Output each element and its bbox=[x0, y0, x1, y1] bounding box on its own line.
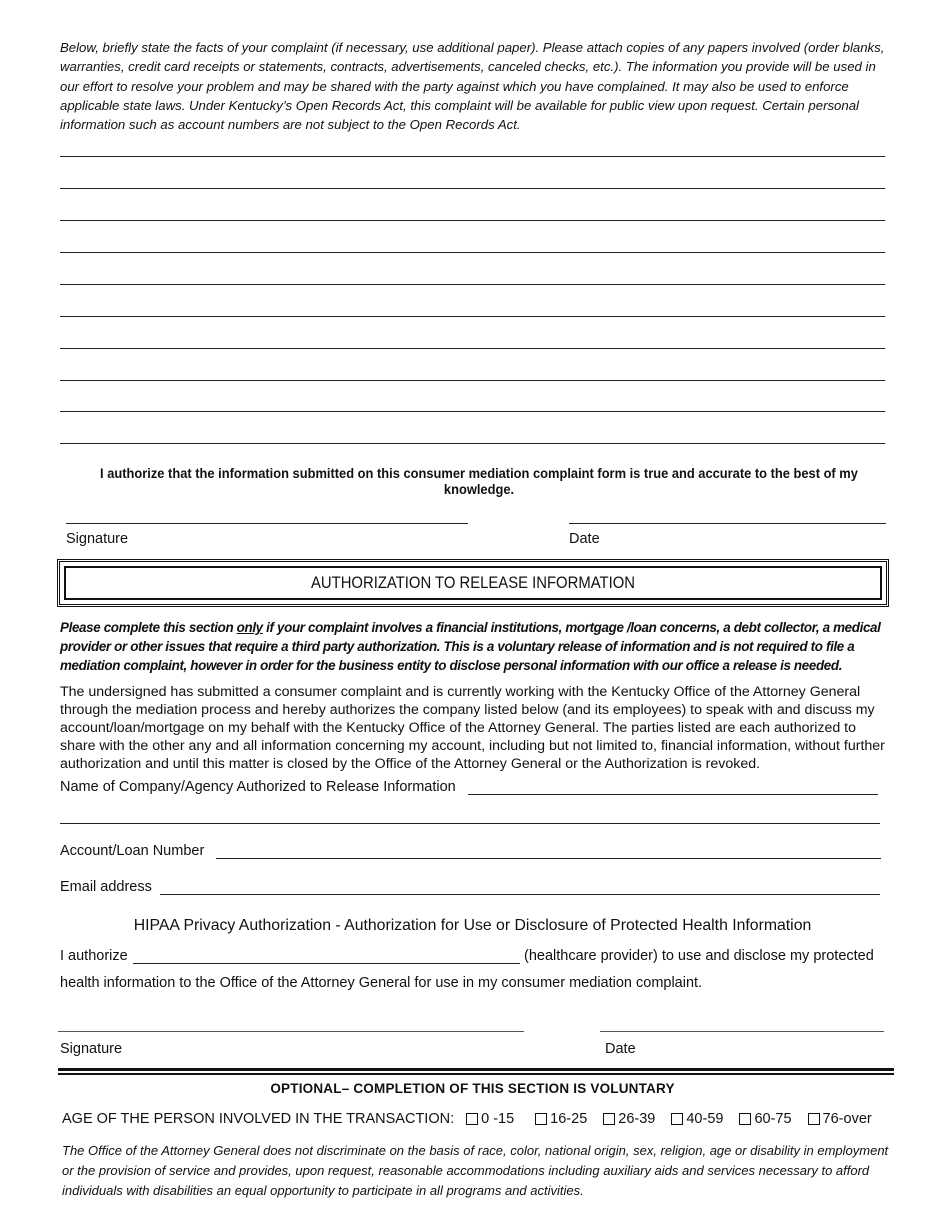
complaint-line-7[interactable] bbox=[60, 348, 885, 349]
complaint-line-6[interactable] bbox=[60, 316, 885, 317]
complaint-line-2[interactable] bbox=[60, 188, 885, 189]
complaint-line-4[interactable] bbox=[60, 252, 885, 253]
section-divider-bottom bbox=[58, 1073, 894, 1075]
emphasis-only: only bbox=[236, 620, 263, 635]
complaint-line-5[interactable] bbox=[60, 284, 885, 285]
checkbox-icon[interactable] bbox=[808, 1113, 820, 1125]
complaint-line-10[interactable] bbox=[60, 443, 885, 444]
account-number-field[interactable] bbox=[216, 858, 881, 859]
age-option-26-39[interactable]: 26-39 bbox=[603, 1111, 655, 1127]
authorization-body: The undersigned has submitted a consumer complaint and is currently working with the Kentucky Office of the Attorney General through the mediation process and hereby authorizes the company listed below (and its employees) to speak with and discuss my account/loan/mortgage on my behalf with the Kentucky Office of the Attorney General. The parties listed are each authorized to share with the other any and all information concerning my account, including but not limited to, financial information, without further authorization and until this matter is closed by the Office of the Attorney General or the Authorization is revoked. bbox=[60, 684, 885, 772]
age-option-0-15[interactable]: 0 -15 bbox=[466, 1111, 514, 1127]
authorization-instructions: Please complete this section only if your complaint involves a financial institutions, mortgage /loan concerns, a debt collector, a medical provider or other issues that require a third party authorization. This is a voluntary release of information and is not required to file a mediation complaint, however in order for the business entity to disclose personal information with our office a release is needed. bbox=[60, 620, 881, 673]
company-name-label: Name of Company/Agency Authorized to Release Information bbox=[60, 779, 456, 795]
email-field[interactable] bbox=[160, 894, 880, 895]
complaint-instructions: Below, briefly state the facts of your complaint (if necessary, use additional paper). Please attach copies of any papers involved (order blanks, warranties, credit card receipts or statements, contracts, advertisements, canceled checks, etc.). The information you provide will be used in our effort to resolve your problem and may be shared with the party against which you have complained. It may also be used to enforce applicable state laws. Under Kentucky’s Open Records Act, this complaint will be available for public view upon request. Certain personal information such as account numbers are not subject to the Open Records Act. bbox=[60, 40, 885, 133]
account-number-label: Account/Loan Number bbox=[60, 843, 205, 859]
company-name-field[interactable] bbox=[468, 794, 878, 795]
hipaa-authorize-prefix: I authorize bbox=[60, 948, 128, 964]
checkbox-icon[interactable] bbox=[603, 1113, 615, 1125]
hipaa-authorize-line2: health information to the Office of the Attorney General for use in my consumer mediation complaint. bbox=[60, 975, 703, 991]
complaint-line-1[interactable] bbox=[60, 156, 885, 157]
checkbox-icon[interactable] bbox=[535, 1113, 547, 1125]
hipaa-signature-label: Signature bbox=[60, 1041, 123, 1057]
hipaa-date-label: Date bbox=[605, 1041, 636, 1057]
checkbox-icon[interactable] bbox=[466, 1113, 478, 1125]
signature-label: Signature bbox=[66, 531, 129, 547]
email-label: Email address bbox=[60, 879, 152, 895]
age-option-60-75[interactable]: 60-75 bbox=[739, 1111, 791, 1127]
company-name-field-continued[interactable] bbox=[60, 823, 880, 824]
certification-statement: I authorize that the information submitted on this consumer mediation complaint form is true and accurate to the best of my knowledge. bbox=[100, 465, 858, 497]
date-label: Date bbox=[569, 531, 600, 547]
hipaa-date-line[interactable] bbox=[600, 1031, 884, 1032]
age-label: AGE OF THE PERSON INVOLVED IN THE TRANSACTION: bbox=[62, 1111, 455, 1127]
hipaa-title: HIPAA Privacy Authorization - Authorization for Use or Disclosure of Protected Health Information bbox=[133, 917, 812, 934]
complaint-line-9[interactable] bbox=[60, 411, 885, 412]
checkbox-icon[interactable] bbox=[671, 1113, 683, 1125]
hipaa-authorize-suffix: (healthcare provider) to use and disclose my protected bbox=[524, 948, 874, 964]
complaint-line-3[interactable] bbox=[60, 220, 885, 221]
age-option-40-59[interactable]: 40-59 bbox=[671, 1111, 723, 1127]
signature-line[interactable] bbox=[66, 523, 468, 524]
age-checkbox-row bbox=[62, 1111, 872, 1127]
authorization-header-box bbox=[57, 559, 889, 607]
age-option-16-25[interactable]: 16-25 bbox=[535, 1111, 587, 1127]
authorization-title: AUTHORIZATION TO RELEASE INFORMATION bbox=[310, 573, 635, 592]
optional-section-title: OPTIONAL– COMPLETION OF THIS SECTION IS VOLUNTARY bbox=[270, 1081, 675, 1096]
section-divider-top bbox=[58, 1068, 894, 1071]
nondiscrimination-statement: The Office of the Attorney General does not discriminate on the basis of race, color, national origin, sex, religion, age or disability in employment or the provision of service and provides, upon request, reasonable accommodations including auxiliary aids and services necessary to afford individuals with disabilities an equal opportunity to participate in all programs and activities. bbox=[62, 1143, 889, 1198]
age-option-76-over[interactable]: 76-over bbox=[808, 1111, 872, 1127]
complaint-line-8[interactable] bbox=[60, 380, 885, 381]
healthcare-provider-field[interactable] bbox=[133, 963, 520, 964]
hipaa-signature-line[interactable] bbox=[58, 1031, 524, 1032]
date-line[interactable] bbox=[569, 523, 886, 524]
checkbox-icon[interactable] bbox=[739, 1113, 751, 1125]
